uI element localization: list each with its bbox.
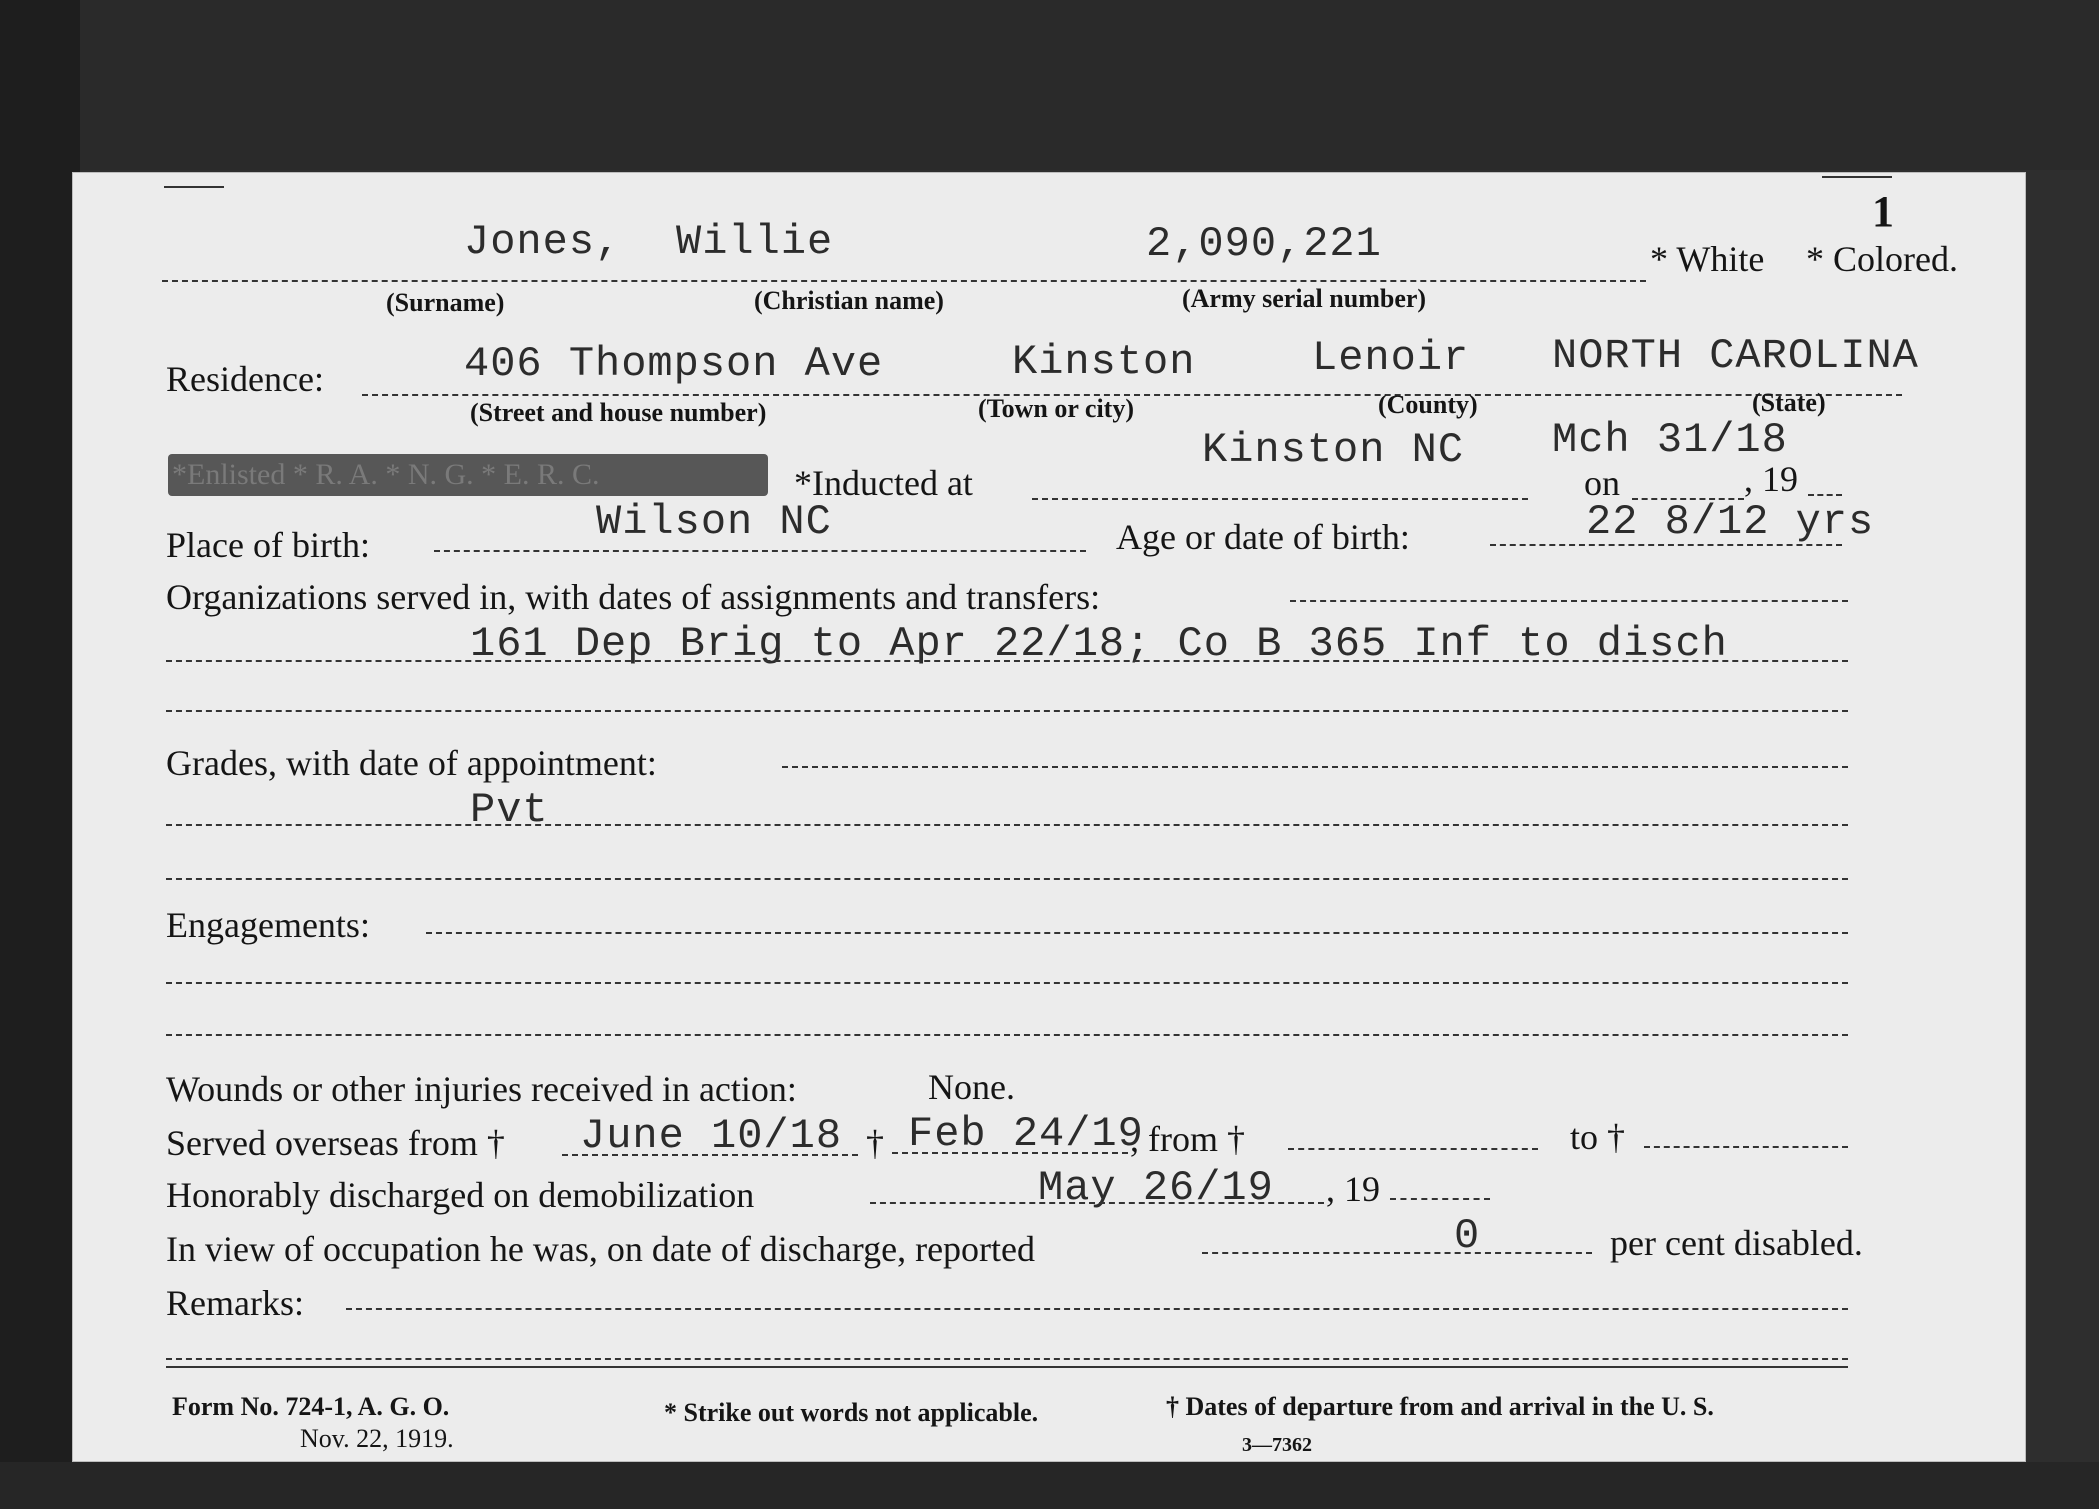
inducted-at-place: Kinston NC: [1202, 426, 1465, 474]
overseas-to-line-2: [1644, 1146, 1848, 1148]
form-date: Nov. 22, 1919.: [300, 1424, 454, 1453]
surname-value: Jones,: [464, 218, 622, 266]
induction-date: Mch 31/18: [1552, 416, 1788, 464]
remarks-line-2: [166, 1358, 1848, 1360]
card-number-rule: [1822, 176, 1892, 178]
disability-line: [1202, 1252, 1592, 1254]
christian-name-caption: (Christian name): [754, 286, 944, 315]
footer-rule: [166, 1366, 1848, 1368]
overseas-from-label: , from †: [1130, 1119, 1245, 1159]
overseas-to-label: to †: [1570, 1117, 1626, 1157]
induction-year-label: , 19: [1744, 459, 1798, 499]
surname-caption: (Surname): [386, 288, 505, 317]
scan-background-top: [0, 0, 2099, 170]
struck-enlistment-text: *Enlisted * R. A. * N. G. * E. R. C.: [172, 458, 600, 491]
residence-street: 406 Thompson Ave: [464, 340, 884, 388]
wounds-label: Wounds or other injuries received in action:: [166, 1069, 797, 1109]
overseas-arrival-line: [892, 1152, 1128, 1154]
discharge-label: Honorably discharged on demobilization: [166, 1175, 755, 1215]
discharge-year-label: , 19: [1326, 1169, 1380, 1209]
race-colored: * Colored.: [1806, 239, 1958, 279]
organizations-line-2: [166, 660, 1848, 662]
engagements-line-2: [166, 982, 1848, 984]
serial-number-caption: (Army serial number): [1182, 284, 1427, 313]
disability-suffix: per cent disabled.: [1610, 1223, 1863, 1263]
grades-line-2: [166, 824, 1848, 826]
place-of-birth-value: Wilson NC: [596, 498, 832, 546]
residence-state: NORTH CAROLINA: [1552, 332, 1919, 380]
discharge-date: May 26/19: [1038, 1164, 1274, 1212]
corner-rule: [164, 186, 224, 188]
age-label: Age or date of birth:: [1116, 517, 1410, 557]
race-white: * White: [1650, 239, 1765, 279]
service-record-card: [72, 172, 2026, 1462]
place-of-birth-line: [434, 550, 1086, 552]
served-overseas-label: Served overseas from †: [166, 1123, 505, 1163]
discharge-line: [870, 1202, 1324, 1204]
age-line: [1490, 544, 1842, 546]
engagements-label: Engagements:: [166, 905, 370, 945]
grades-line-3: [166, 878, 1848, 880]
disability-label: In view of occupation he was, on date of discharge, reported: [166, 1229, 1036, 1269]
engagements-line-1: [426, 932, 1848, 934]
scan-background-bottom: [0, 1462, 2099, 1509]
overseas-departure-date: June 10/18: [580, 1112, 843, 1160]
organizations-label: Organizations served in, with dates of assignments and transfers:: [166, 577, 1101, 617]
engagements-line-3: [166, 1034, 1848, 1036]
organizations-entry: 161 Dep Brig to Apr 22/18; Co B 365 Inf to disch: [470, 620, 1728, 668]
serial-number-value: 2,090,221: [1146, 220, 1382, 268]
state-caption: (State): [1752, 388, 1826, 417]
induction-on-label: on: [1584, 463, 1620, 503]
overseas-arrival-date: Feb 24/19: [908, 1110, 1144, 1158]
strike-out-note: * Strike out words not applicable.: [664, 1398, 1039, 1427]
grades-entry: Pvt: [470, 786, 549, 834]
residence-label: Residence:: [166, 359, 324, 399]
organizations-line-3: [166, 710, 1848, 712]
remarks-line-1: [346, 1308, 1848, 1310]
scan-background-left: [0, 0, 80, 1509]
residence-county: Lenoir: [1312, 334, 1470, 382]
overseas-dagger: †: [866, 1123, 884, 1163]
card-number: 1: [1872, 187, 1894, 236]
name-line: [162, 280, 1646, 282]
christian-name-value: Willie: [676, 218, 834, 266]
town-caption: (Town or city): [978, 394, 1134, 423]
discharge-year-line: [1390, 1198, 1490, 1200]
residence-town: Kinston: [1012, 338, 1196, 386]
remarks-label: Remarks:: [166, 1283, 304, 1323]
organizations-line-1: [1290, 600, 1848, 602]
overseas-departure-line: [562, 1154, 858, 1156]
inducted-at-label: *Inducted at: [794, 463, 973, 503]
print-code: 3—7362: [1242, 1434, 1312, 1456]
overseas-from-line-2: [1288, 1148, 1538, 1150]
disability-value: 0: [1454, 1212, 1481, 1260]
wounds-value: None.: [928, 1067, 1015, 1107]
form-number: Form No. 724-1, A. G. O.: [172, 1392, 450, 1421]
grades-label: Grades, with date of appointment:: [166, 743, 657, 783]
inducted-at-line: [1032, 498, 1528, 500]
county-caption: (County): [1378, 390, 1478, 419]
street-caption: (Street and house number): [470, 398, 767, 427]
age-value: 22 8/12 yrs: [1586, 498, 1875, 546]
grades-line-1: [782, 766, 1848, 768]
induction-year-line: [1808, 494, 1842, 496]
dates-note: † Dates of departure from and arrival in the U. S.: [1166, 1392, 1714, 1421]
place-of-birth-label: Place of birth:: [166, 525, 370, 565]
